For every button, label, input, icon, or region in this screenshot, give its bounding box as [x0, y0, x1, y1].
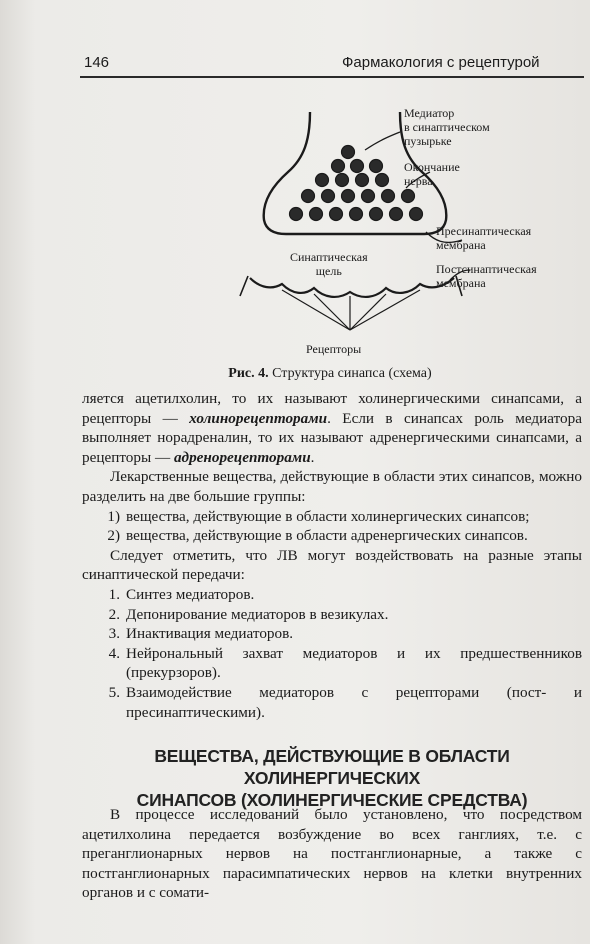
postsynaptic-membrane: [250, 278, 454, 297]
vesicle: [402, 190, 415, 203]
vesicle: [330, 208, 343, 221]
list-item: 1) вещества, действующие в области холинергических синапсов;: [107, 507, 530, 525]
term-cholinoreceptors: холинорецепторами: [189, 409, 328, 427]
vesicle: [322, 190, 335, 203]
vesicle: [302, 190, 315, 203]
vesicle: [332, 160, 345, 173]
vesicle: [410, 208, 423, 221]
label-mediator: Медиатор в синаптическом пузырьке: [404, 106, 490, 148]
vesicle: [362, 190, 375, 203]
list-item: 4. Нейрональный захват медиаторов и их предшественников (прекурзоров).: [108, 644, 582, 682]
section-heading: ВЕЩЕСТВА, ДЕЙСТВУЮЩИЕ В ОБЛАСТИ ХОЛИНЕРГИЧЕСКИХ СИНАПСОВ (ХОЛИНЕРГИЧЕСКИЕ СРЕДСТВА): [136, 746, 528, 810]
vesicle: [290, 208, 303, 221]
synapse-figure: [200, 100, 590, 390]
vesicle: [310, 208, 323, 221]
label-postsynaptic-membrane: Постсинаптическая мембрана: [436, 262, 537, 290]
vesicle: [350, 208, 363, 221]
page-number: 146: [84, 54, 110, 71]
vesicle: [342, 190, 355, 203]
caption-prefix: Рис. 4.: [228, 366, 269, 381]
receptor-pointers: [282, 290, 420, 330]
vesicle: [342, 146, 355, 159]
list-item: 1. Синтез медиаторов.: [108, 585, 255, 603]
paragraph-synapse-types: ляется ацетилхолин, то их называют холинергическими синапсами, а рецепторы — холинорецепторами. Если в синапсах роль медиатора выполняет норадреналин, то их называют адренергическими синапсами, а рецепторы — адренорецепторами.: [82, 390, 582, 466]
list-item: 3. Инактивация медиаторов.: [108, 625, 294, 643]
vesicle: [370, 208, 383, 221]
vesicle: [336, 174, 349, 187]
vesicles: [290, 146, 423, 221]
term-adrenoreceptors: адренорецепторами: [173, 448, 311, 466]
figure-caption: [0, 366, 590, 382]
label-presynaptic-membrane: Пресинаптическая мембрана: [436, 224, 532, 252]
vesicle: [356, 174, 369, 187]
vesicle: [390, 208, 403, 221]
list-item: 2) вещества, действующие в области адренергических синапсов.: [107, 527, 528, 545]
label-synaptic-cleft: Синаптическая щель: [290, 250, 368, 278]
vesicle: [370, 160, 383, 173]
caption-text: Структура синапса (схема): [268, 366, 432, 381]
label-receptors: Рецепторы: [306, 342, 362, 356]
vesicle: [316, 174, 329, 187]
paragraph-acetylcholine: В процессе исследований было установлено, что посредством ацетилхолина передается возбуждение во всех ганглиях, т.е. с преганглионарных нервов на постганглионарные, а также с постганглионарных парасимпатических нервов на клетки внутренних органов и с сомати-: [82, 806, 582, 902]
synapse-diagram: [200, 100, 590, 370]
label-nerve-ending: Окончание нерва: [404, 160, 460, 188]
header-rule: [80, 76, 584, 78]
vesicle: [382, 190, 395, 203]
running-title: Фармакология с рецептурой: [342, 54, 540, 71]
body-text-top: [82, 389, 582, 722]
body-text-bottom: [82, 805, 582, 903]
paragraph-groups-intro: Лекарственные вещества, действующие в области этих синапсов, можно разделить на две большие группы:: [82, 468, 582, 505]
paragraph-stages-intro: Следует отметить, что ЛВ могут воздействовать на разные этапы синаптической передачи:: [82, 546, 582, 584]
page-header: [80, 50, 584, 74]
vesicle: [351, 160, 364, 173]
list-item: 5. Взаимодействие медиаторов с рецепторами (пост- и пресинаптическими).: [108, 683, 582, 721]
vesicle: [376, 174, 389, 187]
list-item: 2. Депонирование медиаторов в везикулах.: [108, 605, 389, 623]
leader-mediator: [365, 132, 400, 150]
